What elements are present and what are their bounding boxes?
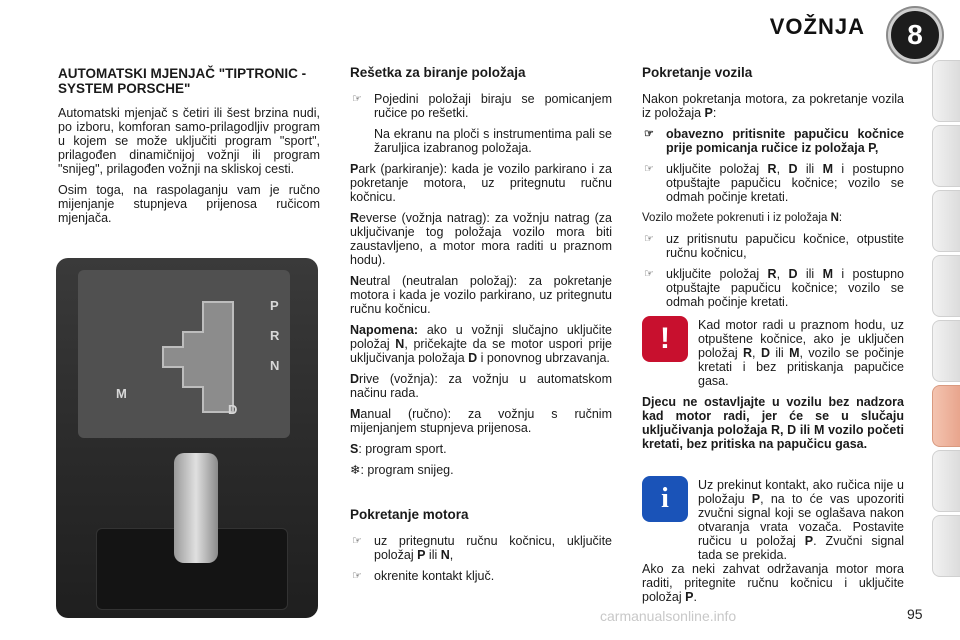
watermark: carmanualsonline.info (600, 608, 737, 624)
info-block (642, 478, 904, 611)
drive-description: Drive (vožnja): za vožnju u automatskom načinu rada. (350, 372, 612, 400)
info-text: Uz prekinut kontakt, ako ručica nije u položaju P, na to će vas upozoriti zvučni signal koji se oglašava nakon otvaranja vrata vozača. Postavite ručicu u položaj P. Zvučni signal tada se prekida. (698, 478, 904, 562)
warning-icon: ! (642, 316, 688, 362)
intro-paragraph: Automatski mjenjač s četiri ili šest brzina nudi, po izboru, komforan samo-prilagodljiv program u kojem se može uključiti program "sport", prilagođen dinamičnijoj vožnji ili program "snijeg", prilagođen vožnji na skliskoj cesti. (58, 106, 320, 176)
chapter-tab[interactable] (932, 60, 960, 122)
bullet-icon: ☞ (644, 233, 654, 245)
chapter-tab[interactable] (932, 255, 960, 317)
chapter-tab-active[interactable] (932, 385, 960, 447)
list-item: ☞ uz pritisnutu papučicu kočnice, otpustite ručnu kočnicu, (644, 232, 904, 260)
column-intro (58, 66, 320, 232)
maintenance-text: Ako za neki zahvat održavanja motor mora raditi, pritegnite ručnu kočnicu i uključite položaj P. (642, 562, 904, 604)
sport-description: S: program sport. (350, 442, 447, 456)
list-item: ☞ uključite položaj R, D ili M i postupno otpuštajte papučicu kočnice; vozilo se odmah počinje kretati. (644, 267, 904, 309)
manual-shift-paragraph: Osim toga, na raspolaganju vam je ručno mijenjanje stupnjeva prijenosa ručicom mjenjača. (58, 183, 320, 225)
gate-letter-r: R (270, 328, 280, 343)
gear-lever (174, 453, 218, 563)
gear-selector-photo (56, 258, 318, 618)
list-item: ☞ uz pritegnutu ručnu kočnicu, uključite položaj P ili N, (352, 534, 612, 562)
chapter-tab[interactable] (932, 450, 960, 512)
bullet-icon: ☞ (352, 570, 362, 582)
list-item: ☞ obavezno pritisnite papučicu kočnice prije pomicanja ručice iz položaja P, (644, 127, 904, 155)
page-number: 95 (907, 606, 923, 622)
gate-letter-p: P (270, 298, 279, 313)
list-item: ☞ uključite položaj R, D ili M i postupno otpuštajte papučicu kočnice; vozilo se odmah počinje kretati. (644, 162, 904, 204)
selector-gate-panel (78, 270, 290, 438)
chapter-tab[interactable] (932, 515, 960, 577)
chapter-tab[interactable] (932, 190, 960, 252)
bullet-icon: ☞ (644, 163, 654, 175)
section-heading-selector: Rešetka za biranje položaja (350, 65, 526, 80)
chapter-number-badge: 8 (888, 8, 942, 62)
info-icon: i (642, 476, 688, 522)
indicator-note: Na ekranu na ploči s instrumentima pali se žaruljica izabranog položaja. (374, 127, 612, 155)
bullet-icon: ☞ (352, 535, 362, 547)
manual-description: Manual (ručno): za vožnju s ručnim mijenjanjem stupnjeva prijenosa. (350, 407, 612, 435)
column-selector (350, 66, 612, 484)
reverse-description: Reverse (vožnja natrag): za vožnju natrag (za uključivanje tog položaja vozilo mora biti zaustavljeno, a motor mora raditi u praznom hodu). (350, 211, 612, 267)
chapter-tab[interactable] (932, 320, 960, 382)
bullet-icon: ☞ (352, 93, 362, 105)
warning-block (642, 318, 904, 458)
bullet-icon: ☞ (644, 268, 654, 280)
warning-text: Kad motor radi u praznom hodu, uz otpuštene kočnice, ako je uključen položaj R, D ili M, vozilo se počinje kretati i bez pritiskanja papučice gasa. (698, 318, 904, 388)
gate-letter-m: M (116, 386, 127, 401)
column-engine-start (350, 508, 612, 590)
section-heading-gearbox: AUTOMATSKI MJENJAČ "TIPTRONIC - SYSTEM PORSCHE" (58, 66, 307, 96)
neutral-description: Neutral (neutralan položaj): za pokretanje motora i kada je vozilo parkirano, uz pritegnutu ručnu kočnicu. (350, 274, 612, 316)
snow-description: ❄: program snijeg. (350, 463, 454, 477)
section-heading-engine-start: Pokretanje motora (350, 507, 469, 522)
selector-gate-outline (148, 292, 238, 432)
list-item: ☞ Pojedini položaji biraju se pomicanjem ručice po rešetki. (352, 92, 612, 120)
column-moving-off (642, 66, 904, 316)
gate-letter-n: N (270, 358, 280, 373)
page-header (0, 0, 960, 58)
chapter-tab[interactable] (932, 125, 960, 187)
moving-off-intro: Nakon pokretanja motora, za pokretanje vozila iz položaja P: (642, 92, 904, 120)
gate-letter-d: D (228, 402, 238, 417)
neutral-start-intro: Vozilo možete pokrenuti i iz položaja N: (642, 212, 843, 224)
chapter-title: VOŽNJA (769, 14, 865, 39)
bullet-icon: ☞ (644, 128, 654, 140)
list-item: ☞ okrenite kontakt ključ. (352, 569, 495, 583)
chapter-tabs (932, 60, 960, 580)
park-description: Park (parkiranje): kada je vozilo parkirano i za pokretanje motora, uz pritegnutu ručnu kočnicu. (350, 162, 612, 204)
note-paragraph: Napomena: ako u vožnji slučajno uključite položaj N, pričekajte da se motor uspori prije uključivanja položaja D i ponovnog ubrzavanja. (350, 323, 612, 365)
section-heading-moving-off: Pokretanje vozila (642, 65, 753, 80)
warning-children-text: Djecu ne ostavljajte u vozilu bez nadzora kad motor radi, jer će se u slučaju uključivanja položaja R, D ili M vozilo početi kretati, bez pritiska na papučicu gasa. (642, 395, 904, 451)
